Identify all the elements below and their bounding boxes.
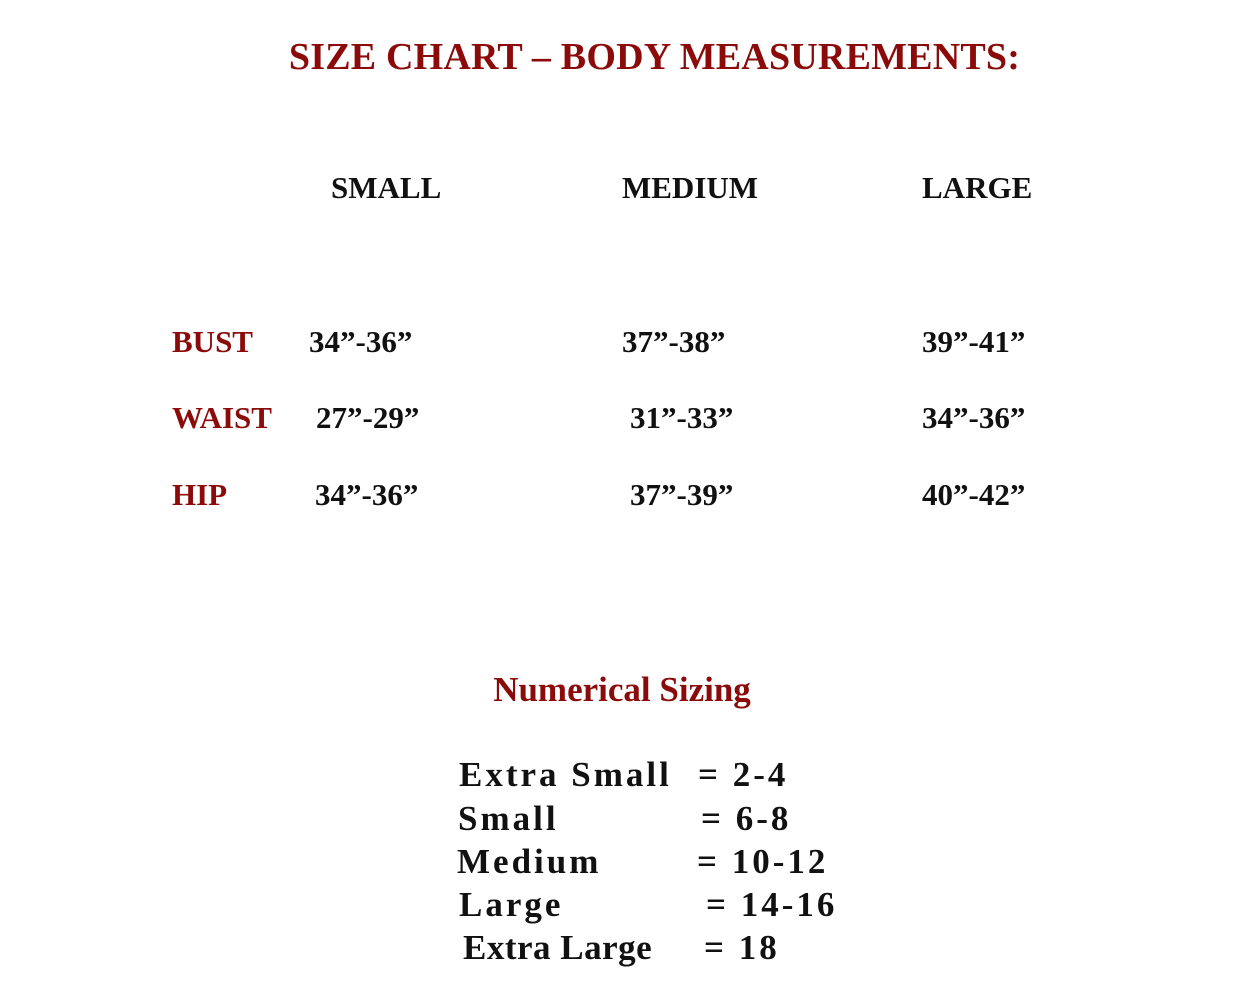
numerical-label-small: Small bbox=[458, 799, 559, 838]
numerical-value-extra-small: = 2-4 bbox=[698, 755, 789, 794]
numerical-value-small: = 6-8 bbox=[701, 799, 792, 838]
column-header-small: SMALL bbox=[331, 170, 442, 205]
row-label-hip: HIP bbox=[172, 477, 228, 512]
column-header-large: LARGE bbox=[922, 170, 1033, 205]
cell-hip-large: 40”-42” bbox=[922, 477, 1026, 512]
cell-bust-medium: 37”-38” bbox=[622, 324, 726, 359]
numerical-label-medium: Medium bbox=[457, 842, 602, 881]
row-label-waist: WAIST bbox=[172, 400, 272, 435]
numerical-label-extra-small: Extra Small bbox=[459, 755, 672, 794]
column-header-medium: MEDIUM bbox=[622, 170, 759, 205]
numerical-value-medium: = 10-12 bbox=[697, 842, 829, 881]
cell-hip-small: 34”-36” bbox=[315, 477, 419, 512]
cell-waist-medium: 31”-33” bbox=[630, 400, 734, 435]
numerical-value-large: = 14-16 bbox=[706, 885, 838, 924]
cell-waist-small: 27”-29” bbox=[316, 400, 420, 435]
numerical-label-extra-large: Extra Large bbox=[463, 928, 653, 967]
numerical-sizing-title: Numerical Sizing bbox=[493, 670, 751, 709]
row-label-bust: BUST bbox=[172, 324, 253, 359]
numerical-value-extra-large: = 18 bbox=[704, 928, 780, 967]
cell-waist-large: 34”-36” bbox=[922, 400, 1026, 435]
cell-bust-small: 34”-36” bbox=[309, 324, 413, 359]
cell-hip-medium: 37”-39” bbox=[630, 477, 734, 512]
numerical-label-large: Large bbox=[459, 885, 564, 924]
cell-bust-large: 39”-41” bbox=[922, 324, 1026, 359]
page-title: SIZE CHART – BODY MEASUREMENTS: bbox=[288, 36, 1021, 78]
